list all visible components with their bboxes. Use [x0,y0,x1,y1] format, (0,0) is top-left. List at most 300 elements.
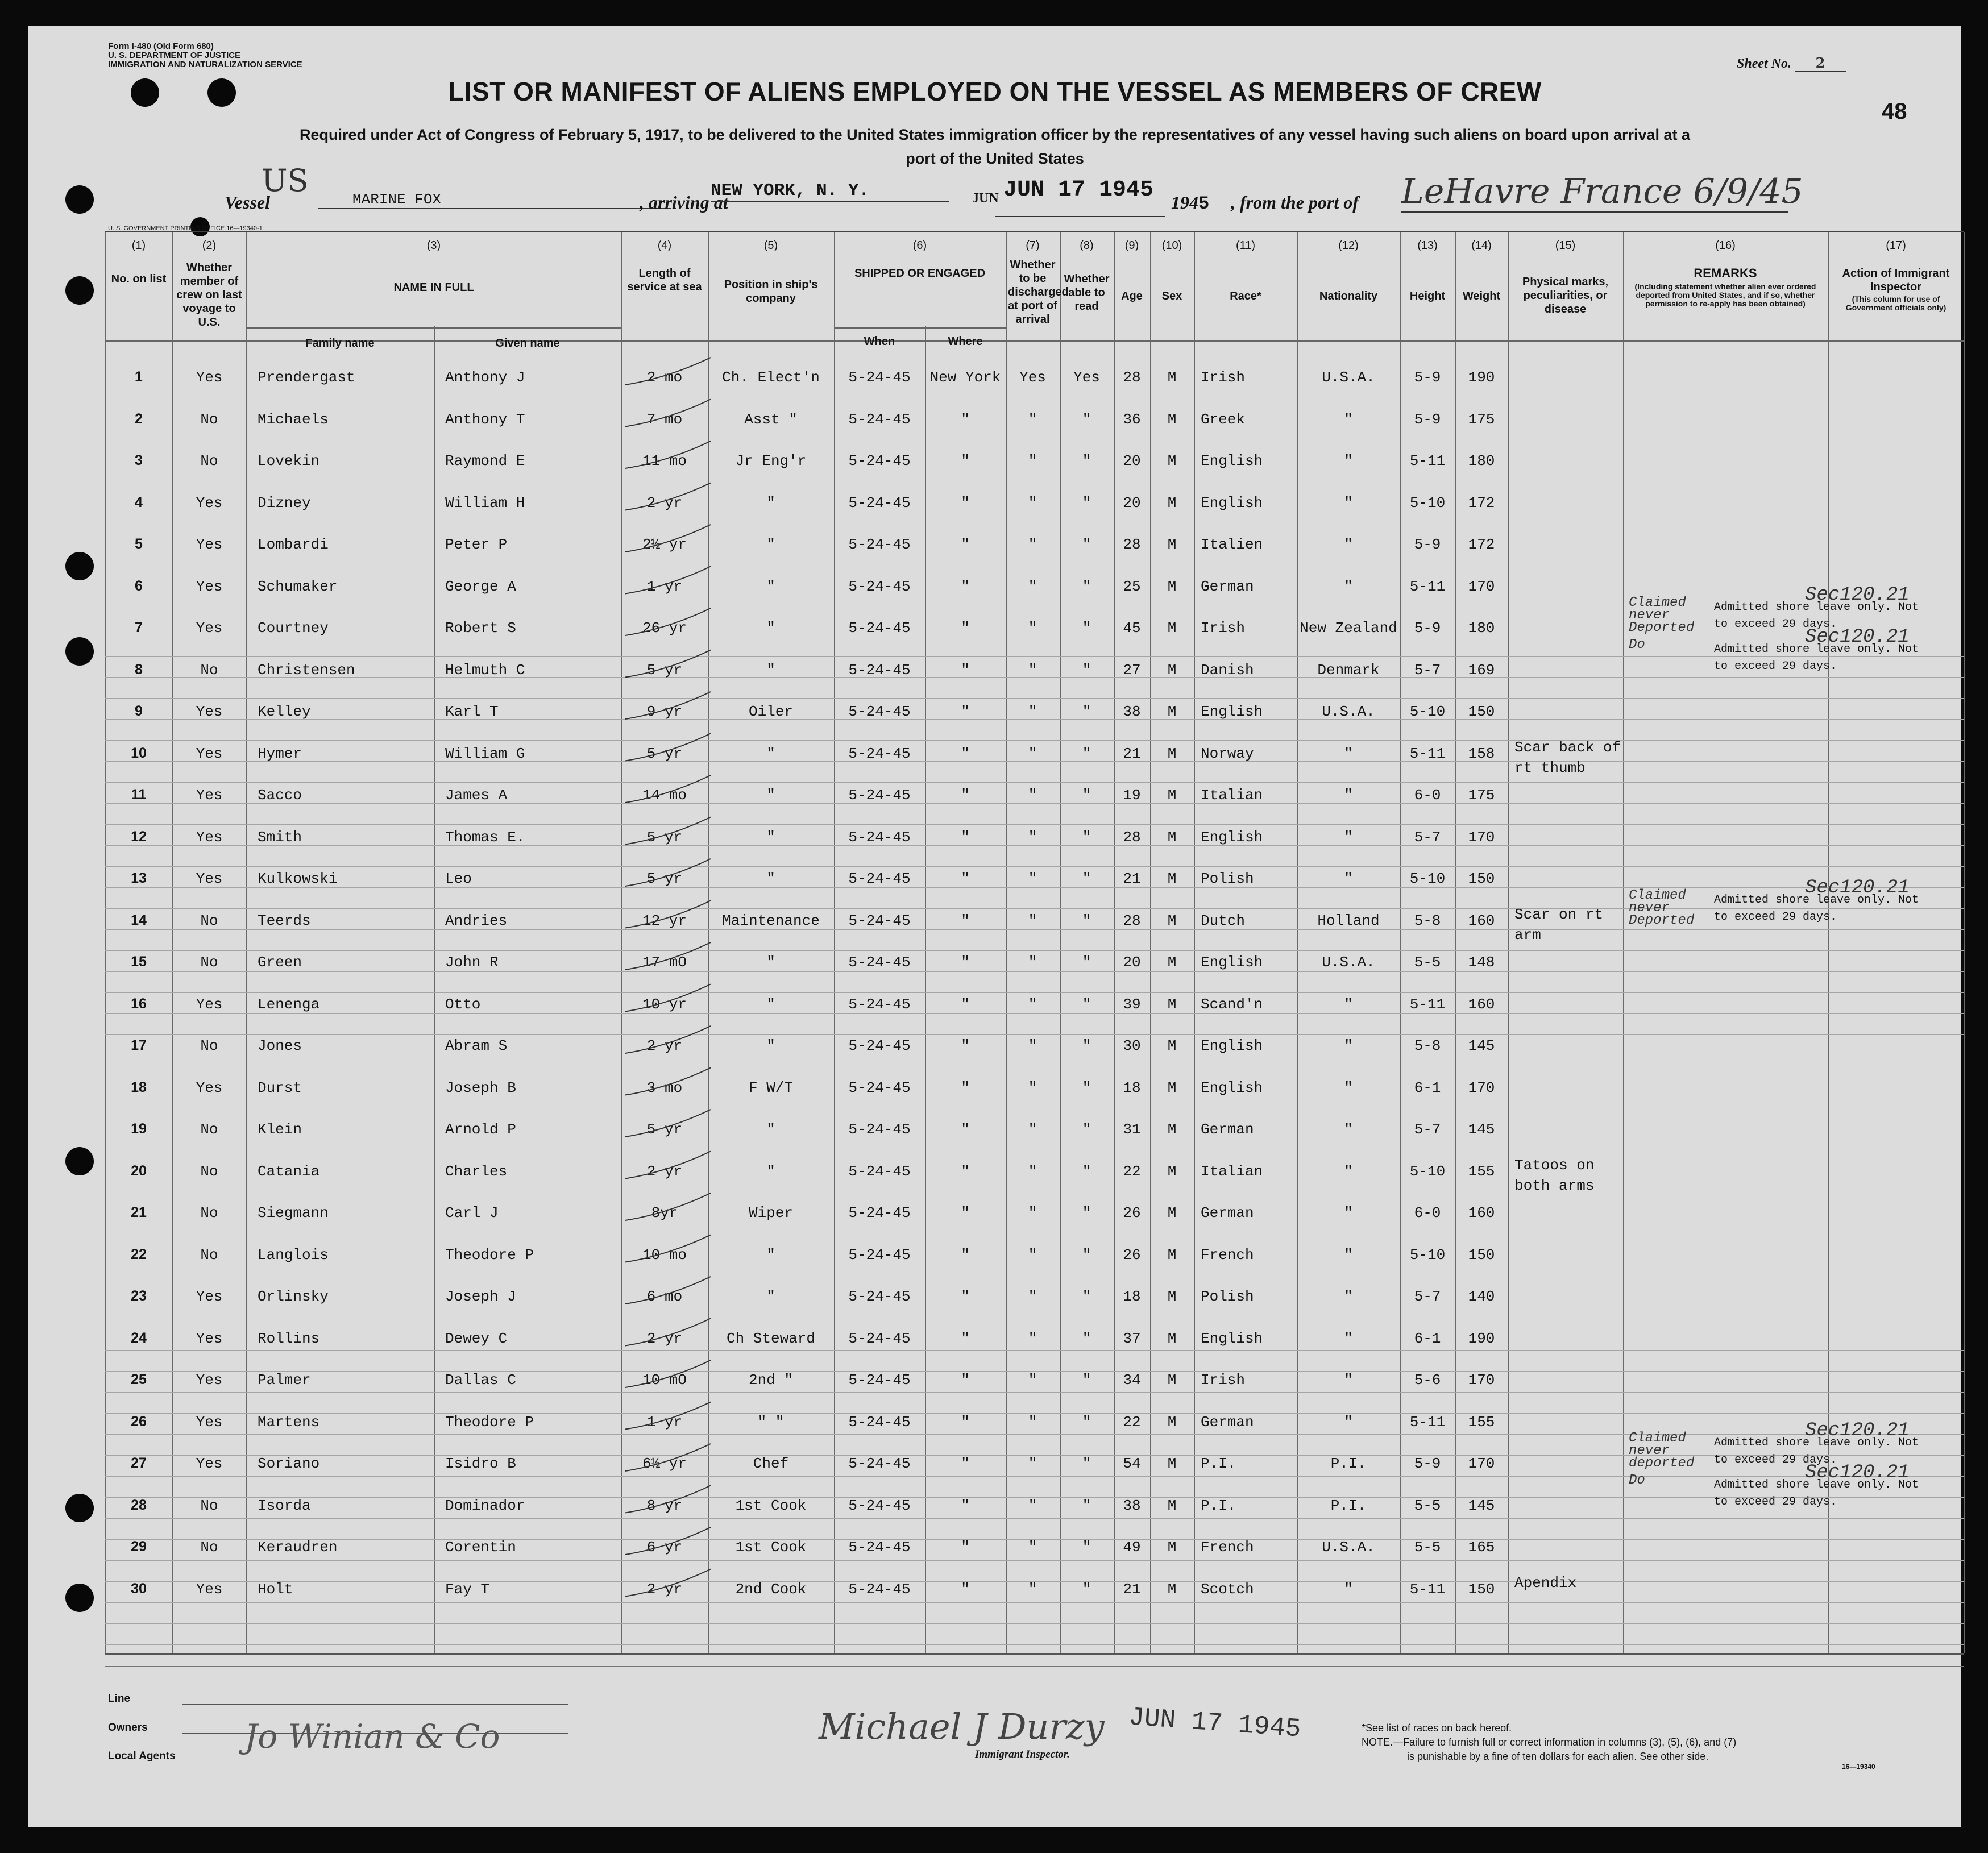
cell-last: No [200,954,218,971]
printing-office: U. S. GOVERNMENT PRINTING OFFICE 16—19340-1 [108,225,263,232]
cell-position: " [766,661,775,679]
column-number: (12) [1338,239,1359,252]
cell-when: 5-24-45 [848,661,911,679]
check-stroke [625,734,711,761]
column-number: (14) [1471,239,1492,252]
cell-position: " [766,536,775,553]
cell-position: " [766,787,775,804]
cell-sex: M [1167,954,1177,971]
cell-given: George A [445,577,516,595]
cell-service: 17 mO [642,954,687,971]
cell-race: Polish [1201,1288,1254,1305]
inspector-signature: Michael J Durzy [819,1706,1105,1747]
row-number: 27 [131,1455,147,1471]
cell-read: " [1082,787,1091,804]
cell-sex: M [1167,1204,1177,1222]
check-stroke [625,1026,711,1053]
document-title: LIST OR MANIFEST OF ALIENS EMPLOYED ON THE VESSEL AS MEMBERS OF CREW [448,77,1542,106]
cell-nat: " [1344,1037,1353,1054]
cell-marks: Tatoos on both arms [1514,1156,1595,1194]
sheet-no-value: 2 [1795,55,1846,72]
column-heading: No. on list [111,273,167,285]
cell-where: " [961,1121,970,1138]
cell-when: 5-24-45 [848,1037,911,1054]
page-number: 48 [1882,99,1907,124]
cell-action: Admitted shore leave only. Not to exceed 29 days. [1714,893,1919,924]
cell-when: 5-24-45 [848,494,911,512]
column-number: (7) [1026,239,1040,252]
cell-service: 2 yr [646,1162,683,1180]
date-stamp: JUN 17 1945 [1003,177,1154,203]
cell-height: 5-10 [1409,494,1446,512]
cell-height: 5-10 [1409,1162,1446,1180]
cell-race: Irish [1201,1372,1246,1389]
row-number: 20 [131,1162,147,1179]
cell-sex: M [1167,494,1177,512]
cell-weight: 180 [1468,620,1495,637]
row-number: 9 [135,703,143,719]
cell-last: Yes [196,1455,223,1472]
cell-nat: " [1344,1288,1353,1305]
action-section-reference: Sec120.21 [1805,876,1910,899]
cell-given: Anthony J [445,369,525,386]
cell-read: " [1082,494,1091,512]
column-heading: Height [1409,290,1446,302]
cell-family: Palmer [258,1372,311,1389]
cell-marks: Scar on rt arm [1514,905,1604,944]
column-number: (8) [1080,239,1094,252]
cell-height: 5-5 [1414,954,1441,971]
cell-disch: " [1028,1539,1037,1556]
cell-family: Orlinsky [258,1288,329,1305]
year-value: 5 [1198,193,1210,214]
row-number: 25 [131,1372,147,1387]
crew-manifest-table [105,231,1964,1655]
cell-position: " [766,954,775,971]
cell-where: " [961,745,970,762]
cell-last: Yes [196,369,223,386]
cell-family: Lovekin [258,452,320,470]
cell-read: " [1082,620,1091,637]
cell-last: Yes [196,1079,223,1096]
cell-last: No [200,1497,218,1514]
cell-age: 28 [1123,536,1141,553]
cell-age: 39 [1123,995,1141,1013]
cell-given: Leo [445,870,472,887]
cell-disch: " [1028,1288,1037,1305]
row-number: 22 [131,1246,147,1262]
action-section-reference: Sec120.21 [1805,626,1910,648]
cell-where: " [961,1204,970,1222]
cell-family: Teerds [258,912,311,929]
cell-race: Norway [1201,745,1254,762]
row-number: 30 [131,1580,147,1597]
cell-height: 5-7 [1414,1121,1441,1138]
cell-nat: " [1344,1121,1353,1138]
column-heading: SHIPPED OR ENGAGED [854,267,986,280]
cell-read: " [1082,703,1091,720]
cell-weight: 165 [1468,1539,1495,1556]
cell-where: " [961,494,970,512]
cell-height: 6-0 [1414,1204,1441,1222]
cell-read: " [1082,1497,1091,1514]
check-marks [105,232,1964,1653]
year-label: 194 [1171,192,1198,213]
cell-race: Danish [1201,661,1254,679]
check-stroke [625,525,711,552]
cell-height: 5-9 [1414,410,1441,428]
cell-disch: " [1028,452,1037,470]
cell-when: 5-24-45 [848,452,911,470]
cell-position: " [766,577,775,595]
cell-position: " [766,1288,775,1305]
row-number: 12 [131,828,147,845]
row-number: 19 [131,1121,147,1137]
check-stroke [625,1319,711,1346]
cell-race: Italien [1201,536,1263,553]
cell-where: " [961,452,970,470]
column-subheading: (This column for use of Government officials only) [1845,294,1947,312]
cell-age: 54 [1123,1455,1141,1472]
cell-service: 6 yr [646,1539,683,1556]
table-column-rule [1964,232,1965,1653]
manifest-sheet [28,26,1961,1827]
cell-weight: 172 [1468,494,1495,512]
cell-service: 2 yr [646,494,683,512]
cell-weight: 158 [1468,745,1495,762]
cell-weight: 180 [1468,452,1495,470]
cell-height: 5-5 [1414,1497,1441,1514]
column-number: (11) [1235,239,1256,252]
row-number: 11 [131,787,147,803]
column-subheading: Family name [305,337,375,350]
cell-nat: Holland [1317,912,1380,929]
cell-position: Jr Eng'r [735,452,807,470]
cell-last: Yes [196,577,223,595]
cell-disch: " [1028,1246,1037,1264]
cell-race: Italian [1201,787,1263,804]
cell-remarks: Claimed never Deported [1629,887,1695,928]
action-section-reference: Sec120.21 [1805,584,1910,606]
cell-height: 5-9 [1414,1455,1441,1472]
cell-race: Italian [1201,1162,1263,1180]
cell-height: 5-7 [1414,828,1441,846]
cell-position: 2nd Cook [735,1580,807,1598]
cell-height: 5-6 [1414,1372,1441,1389]
cell-where: " [961,787,970,804]
column-subheading: Given name [495,337,560,350]
cell-age: 28 [1123,369,1141,386]
cell-service: 5 yr [646,1121,683,1138]
column-subheading: (Including statement whether alien ever ordered deported from United States, and if so, whether permission to re-apply has been obtained) [1634,282,1816,308]
vessel-label: Vessel [225,192,270,213]
cell-position: " [766,828,775,846]
cell-sex: M [1167,828,1177,846]
row-number: 7 [135,620,143,635]
cell-race: German [1201,1413,1254,1431]
cell-service: 10 yr [642,995,687,1013]
cell-sex: M [1167,1246,1177,1264]
cell-sex: M [1167,1372,1177,1389]
owners-label: Owners [108,1722,148,1734]
punch-hole [65,637,94,666]
cell-family: Lenenga [258,995,320,1013]
cell-age: 21 [1123,1580,1141,1598]
footer-divider [105,1666,1964,1667]
cell-sex: M [1167,703,1177,720]
cell-weight: 169 [1468,661,1495,679]
cell-nat: U.S.A. [1322,703,1375,720]
cell-family: Isorda [258,1497,311,1514]
cell-where: " [961,1288,970,1305]
cell-family: Klein [258,1121,302,1138]
cell-when: 5-24-45 [848,1329,911,1347]
sheet-label: Sheet No. [1737,56,1791,71]
cell-height: 5-8 [1414,912,1441,929]
cell-sex: M [1167,745,1177,762]
cell-age: 34 [1123,1372,1141,1389]
cell-height: 5-5 [1414,1539,1441,1556]
row-number: 13 [131,870,147,886]
cell-position: " [766,870,775,887]
check-stroke [625,775,711,803]
cell-family: Holt [258,1580,293,1598]
cell-last: No [200,1121,218,1138]
cell-sex: M [1167,1288,1177,1305]
local-agents-label: Local Agents [108,1750,176,1762]
cell-when: 5-24-45 [848,1372,911,1389]
cell-when: 5-24-45 [848,995,911,1013]
cell-last: No [200,1037,218,1054]
cell-where: " [961,995,970,1013]
cell-service: 1 yr [646,577,683,595]
cell-sex: M [1167,787,1177,804]
cell-given: Karl T [445,703,499,720]
cell-age: 38 [1123,703,1141,720]
cell-weight: 150 [1468,703,1495,720]
service-name: IMMIGRATION AND NATURALIZATION SERVICE [108,60,302,69]
check-stroke [625,1402,711,1430]
cell-position: 1st Cook [735,1497,807,1514]
cell-race: Scand'n [1201,995,1263,1013]
cell-when: 5-24-45 [848,787,911,804]
cell-nat: " [1344,1413,1353,1431]
cell-weight: 145 [1468,1121,1495,1138]
cell-race: German [1201,577,1254,595]
column-number: (13) [1417,239,1438,252]
cell-family: Lombardi [258,536,329,553]
cell-read: " [1082,995,1091,1013]
cell-race: Scotch [1201,1580,1254,1598]
cell-age: 26 [1123,1246,1141,1264]
column-subheading: When [864,335,895,348]
cell-when: 5-24-45 [848,1413,911,1431]
cell-disch: " [1028,1455,1037,1472]
column-heading: REMARKS [1694,266,1757,280]
cell-given: Dewey C [445,1329,508,1347]
column-heading: Weight [1462,290,1501,302]
check-stroke [625,1277,711,1304]
check-stroke [625,567,711,594]
cell-service: 2 yr [646,1037,683,1054]
cell-read: " [1082,452,1091,470]
cell-age: 19 [1123,787,1141,804]
cell-when: 5-24-45 [848,1539,911,1556]
cell-race: P.I. [1201,1455,1236,1472]
cell-disch: " [1028,1037,1037,1054]
cell-when: 5-24-45 [848,1079,911,1096]
cell-where: " [961,1539,970,1556]
cell-family: Green [258,954,302,971]
cell-race: English [1201,1329,1263,1347]
cell-weight: 170 [1468,1079,1495,1096]
cell-family: Christensen [258,661,355,679]
form-id-block [108,42,302,69]
cell-sex: M [1167,620,1177,637]
cell-position: " [766,494,775,512]
column-number: (10) [1161,239,1182,252]
check-stroke [625,1193,711,1220]
cell-weight: 190 [1468,1329,1495,1347]
action-section-reference: Sec120.21 [1805,1420,1910,1441]
cell-age: 22 [1123,1162,1141,1180]
cell-nat: " [1344,1204,1353,1222]
cell-position: " " [757,1413,785,1431]
cell-when: 5-24-45 [848,1246,911,1264]
cell-age: 28 [1123,828,1141,846]
cell-read: " [1082,1288,1091,1305]
cell-disch: " [1028,995,1037,1013]
form-id: Form I-480 (Old Form 680) [108,41,214,51]
cell-where: " [961,410,970,428]
cell-remarks: Claimed never Deported [1629,595,1695,635]
column-heading: Whether able to read [1064,273,1110,313]
cell-nat: New Zealand [1300,620,1397,637]
column-number: (6) [912,239,927,252]
column-heading: Position in ship's company [724,279,818,305]
cell-sex: M [1167,1121,1177,1138]
cell-position: " [766,745,775,762]
cell-given: Theodore P [445,1246,534,1264]
cell-sex: M [1167,1037,1177,1054]
cell-nat: U.S.A. [1322,954,1375,971]
cell-service: 6 mo [646,1288,683,1305]
cell-height: 5-11 [1409,452,1446,470]
cell-sex: M [1167,1497,1177,1514]
cell-height: 5-9 [1414,536,1441,553]
cell-service: 5 yr [646,661,683,679]
cell-weight: 170 [1468,1372,1495,1389]
row-number: 14 [131,912,147,928]
row-number: 16 [131,995,147,1012]
cell-nat: Denmark [1317,661,1380,679]
row-number: 15 [131,954,147,970]
check-stroke [625,901,711,928]
cell-disch: " [1028,410,1037,428]
cell-last: Yes [196,870,223,887]
cell-last: Yes [196,745,223,762]
cell-race: Dutch [1201,912,1246,929]
row-number: 3 [135,452,143,468]
cell-read: " [1082,954,1091,971]
cell-action: Admitted shore leave only. Not to exceed 29 days. [1714,601,1919,631]
column-subheading: Where [948,335,983,348]
inspector-date-stamp: JUN 17 1945 [1127,1702,1302,1744]
cell-disch: " [1028,1162,1037,1180]
cell-read: Yes [1073,369,1100,386]
cell-race: Irish [1201,369,1246,386]
cell-weight: 140 [1468,1288,1495,1305]
cell-sex: M [1167,1413,1177,1431]
cell-disch: " [1028,1580,1037,1598]
cell-where: " [961,828,970,846]
punch-hole [65,276,94,305]
cell-read: " [1082,1246,1091,1264]
cell-nat: " [1344,1372,1353,1389]
cell-height: 6-0 [1414,787,1441,804]
row-number: 18 [131,1079,147,1095]
cell-read: " [1082,1121,1091,1138]
cell-nat: P.I. [1330,1455,1367,1472]
cell-family: Hymer [258,745,302,762]
cell-service: 7 mo [646,410,683,428]
check-stroke [625,817,711,845]
cell-age: 25 [1123,577,1141,595]
action-section-reference: Sec120.21 [1805,1461,1910,1484]
cell-disch: " [1028,577,1037,595]
cell-read: " [1082,577,1091,595]
cell-race: German [1201,1121,1254,1138]
cell-disch: " [1028,954,1037,971]
cell-where: " [961,1455,970,1472]
cell-last: Yes [196,620,223,637]
cell-read: " [1082,912,1091,929]
cell-height: 5-7 [1414,1288,1441,1305]
cell-nat: " [1344,995,1353,1013]
cell-height: 6-1 [1414,1329,1441,1347]
cell-weight: 175 [1468,787,1495,804]
cell-where: " [961,1413,970,1431]
cell-height: 5-7 [1414,661,1441,679]
cell-age: 49 [1123,1539,1141,1556]
subtitle-line-2: port of the United States [906,150,1084,167]
cell-race: English [1201,494,1263,512]
cell-height: 5-11 [1409,745,1446,762]
cell-position: Asst " [744,410,798,428]
cell-given: John R [445,954,499,971]
cell-when: 5-24-45 [848,703,911,720]
cell-remarks: Do [1629,637,1645,653]
cell-nat: U.S.A. [1322,1539,1375,1556]
cell-given: Helmuth C [445,661,525,679]
cell-disch: " [1028,787,1037,804]
cell-position: " [766,1162,775,1180]
cell-weight: 170 [1468,828,1495,846]
cell-disch: " [1028,1121,1037,1138]
column-number: (1) [131,239,146,252]
cell-disch: " [1028,828,1037,846]
cell-last: Yes [196,787,223,804]
cell-last: Yes [196,1372,223,1389]
row-number: 24 [131,1329,147,1346]
cell-age: 28 [1123,912,1141,929]
cell-last: Yes [196,995,223,1013]
cell-family: Keraudren [258,1539,338,1556]
cell-disch: " [1028,1413,1037,1431]
cell-given: Robert S [445,620,516,637]
cell-last: Yes [196,828,223,846]
column-number: (2) [202,239,217,252]
